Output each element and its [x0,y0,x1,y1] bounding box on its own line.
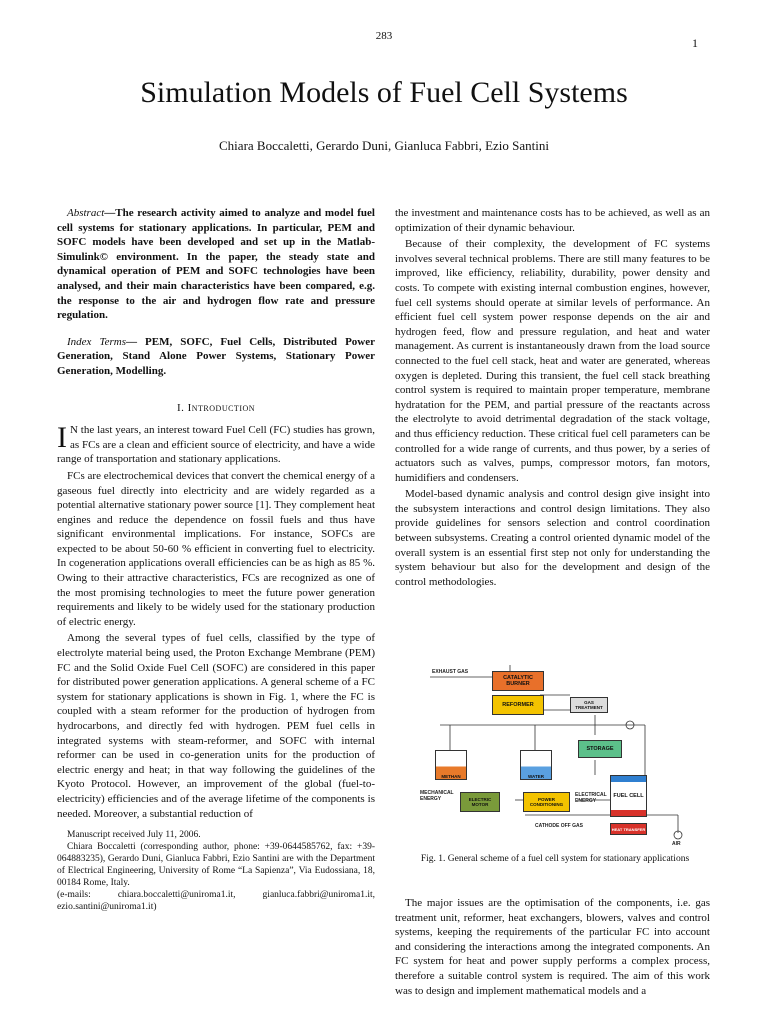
air-label: AIR [672,841,681,847]
storage-box: STORAGE [578,740,622,758]
right-column [395,206,710,591]
index-terms-lead: Index Terms [67,335,126,348]
water-tank: WATER [520,750,552,780]
abstract-lead: Abstract [67,207,105,219]
index-terms-body: — PEM, SOFC, Fuel Cells, Distributed Power Generation, Stand Alone Power Systems, Stationary Power Generation, Modelling. [57,335,375,377]
page-number: 283 [375,30,393,42]
electric-motor-box: ELECTRIC MOTOR [460,792,500,812]
heat-transfer-box: HEAT TRANSFER [610,823,647,835]
dropcap: I [57,421,67,455]
figure-caption: Fig. 1. General scheme of a fuel cell system for stationary applications [420,854,690,864]
methan-tank: METHAN [435,750,467,780]
footnote [57,829,375,913]
index-terms [57,335,375,379]
figure-fuel-cell-scheme [420,665,690,847]
catalytic-burner-box: CATALYTIC BURNER [492,671,544,691]
authors: Chiara Boccaletti, Gerardo Duni, Gianluca Fabbri, Ezio Santini [219,138,549,153]
cathode-off-gas-label: CATHODE OFF GAS [535,823,583,829]
intro-paragraph-2: FCs are electrochemical devices that convert the chemical energy of a gaseous fuel directly into electricity and are widely regarded as a potential alternative stationary power source [1]. They complement heat engines and reduce the dependence on fossil fuels and thus have significant environmental implications. For instance, SOFCs are expected to be about 50-60 % efficient in converting fuel to electricity. In cogeneration applications overall efficiencies can be as high as 85 %. Owing to their attractive characteristics, FCs are recognized as one of the most promising technologies to meet the future power generation requirements and likely to be widely used for the stationary production of electric energy. [57,469,375,628]
power-conditioning-box: POWER CONDITIONING [523,792,570,812]
mechanical-energy-label: MECHANICAL ENERGY [420,790,454,802]
right-paragraph-0: the investment and maintenance costs has to be achieved, as well as an optimization of their dynamic behaviour. [395,207,710,234]
paper-title: Simulation Models of Fuel Cell Systems [140,76,628,109]
footnote-emails: (e-mails: chiara.boccaletti@uniroma1.it, gianluca.fabbri@uniroma1.it, ezio.santini@uniroma1.it) [57,890,375,913]
section-heading-introduction: I. Introduction [176,401,256,414]
exhaust-gas-label: EXHAUST GAS [432,669,469,675]
right-bottom-column [395,896,710,1000]
electrical-energy-label: ELECTRICAL ENERGY [575,792,607,804]
right-paragraph-2: Model-based dynamic analysis and control design give insight into the subsystem interactions and control design limitations. They also provide guidelines for sensors selection and control coordination between subsystems. Creating a control oriented dynamic model of the overall system is an essential first step not only for understanding the system behaviour but also for the development and design of the control methodologies. [395,488,710,588]
abstract [57,206,375,323]
intro-paragraph-1 [57,423,375,467]
page-number-right: 1 [692,36,698,50]
footnote-received: Manuscript received July 11, 2006. [67,830,201,841]
right-paragraph-1: Because of their complexity, the development of FC systems involves several technical problems. There are still many features to be improved, like efficiency, reliability, durability, power density and costs. To compete with existing internal combustion engines, however, fuel cell systems should operate at similar levels of performance. An efficient fuel cell system power response depends on the air and hydrogen feed, flow and pressure regulation, and heat and water management. As current is instantaneously drawn from the load source connected to the fuel cell stack, heat and water are generated, whereas oxygen is depleted. During this transient, the fuel cell stack breathing control system is required to maintain proper temperature, membrane hydratation for the PEM, and partial pressure of the reactants across the electrolyte to avoid detrimental degradation of the stack voltage, and thus efficiency reduction. These critical fuel cell parameters can be controlled for a wide range of currents, and thus power, by a series of actuators such as valves, pumps, compressor motors, fan motors, humidifiers and condensers. [395,238,710,484]
intro-p1-text: N the last years, an interest toward Fuel Cell (FC) studies has grown, as FCs are a clean and efficient source of electricity, and have a wide range of transportation and stationary applications. [57,424,375,466]
left-column [57,206,375,913]
gas-treatment-box: GAS TREATMENT [570,697,608,713]
footnote-affiliation: Chiara Boccaletti (corresponding author, phone: +39-0644585762, fax: +39-064883235), Gerardo Duni, Gianluca Fabbri, Ezio Santini are with the Department of Electrical Engineering, University of Rome “La Sapienza”, Via Eudossiana, 18, 00184 Rome, Italy. [57,842,375,889]
intro-paragraph-3: Among the several types of fuel cells, classified by the type of electrolyte material being used, the Proton Exchange Membrane (PEM) FC and the Solid Oxide Fuel Cell (SOFC) are considered in this paper for distributed power generation applications. A general scheme of a FC system for stationary applications is shown in Fig. 1, where the FC is coupled with a steam reformer for the production of hydrogen from hydrocarbons, and directly fed with hydrogen. PEM fuel cells in integrated systems with steam-reformer, and SOFC with internal reformer can be used in co-generation units for the production of electric energy and heat; in that way following the guidelines of the Kyoto Protocol. However, an improvement of the global (fuel-to-electricity) efficiencies and of the average lifetime of the components is needed. Moreover, a substantial reduction of [57,632,375,820]
fuel-cell-box: FUEL CELL [610,775,647,817]
reformer-box: REFORMER [492,695,544,715]
abstract-body: —The research activity aimed to analyze and model fuel cell systems for stationary applications. In particular, PEM and SOFC models have been developed and set up in the Matlab-Simulink© environment. In the paper, the steady state and dynamical operation of PEM and SOFC technologies have been analysed, and their main characteristics have been compared, e.g. the response to the air and hydrogen flow rate and pressure regulation. [57,207,375,322]
right-paragraph-3: The major issues are the optimisation of the components, i.e. gas treatment unit, reformer, heat exchangers, blowers, valves and control systems, keeping the requirements of the particular FC into account and considering the interactions among the integrated components. An FC system for heat and power supply performs a complex process, therefore a suitable control system is required. The aim of this work was to design and implement mathematical models and a [395,897,710,997]
